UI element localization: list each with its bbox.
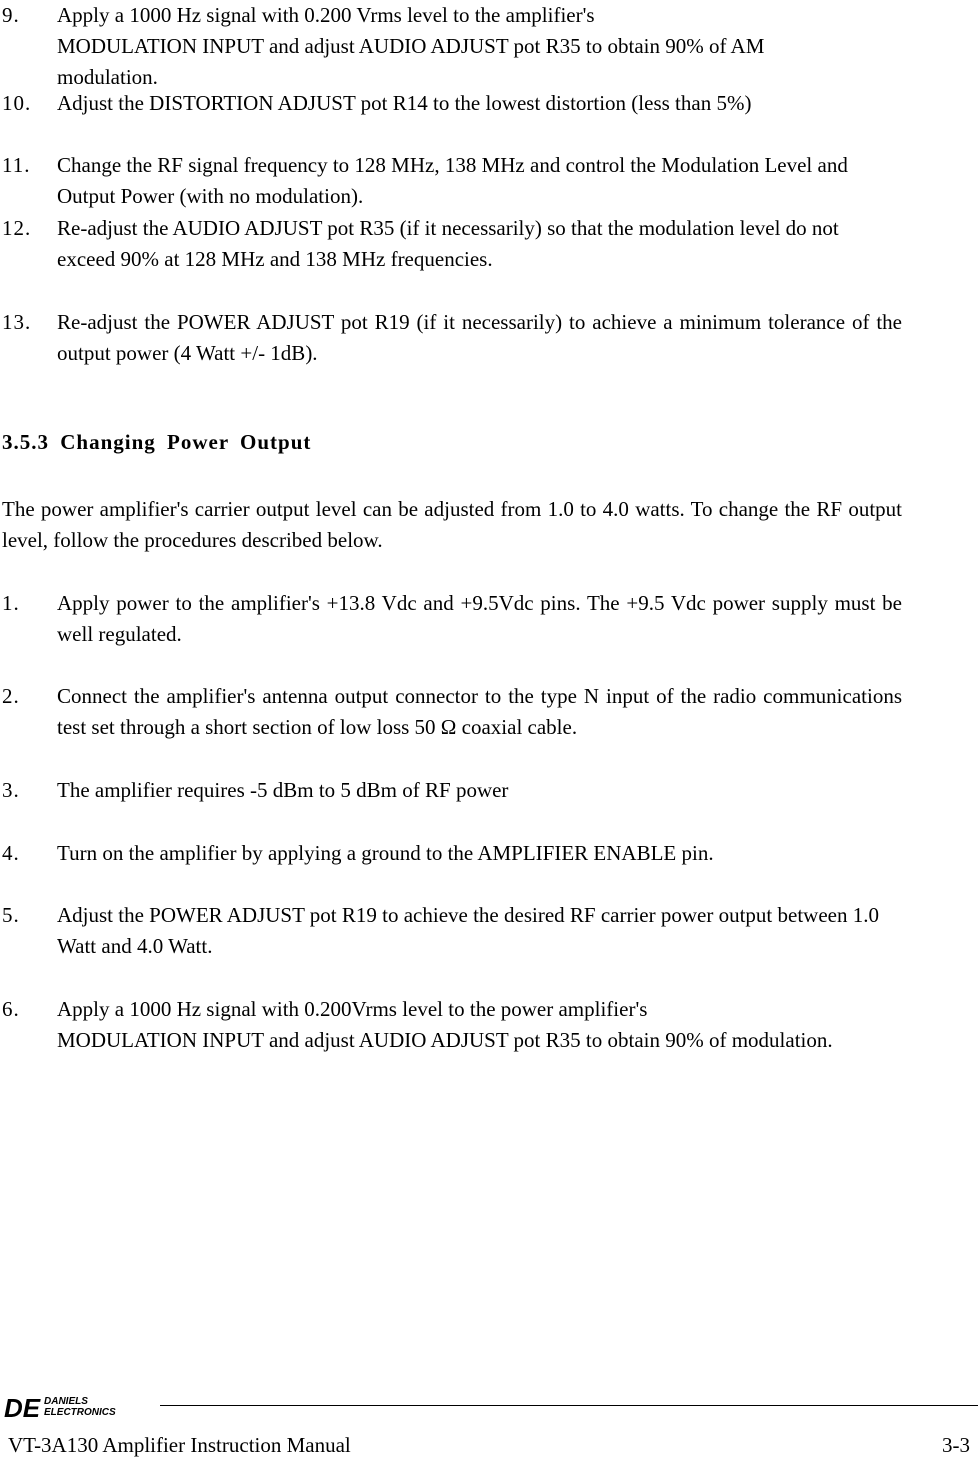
step-number: 6. (2, 997, 20, 1021)
logo-line-1: DANIELS (44, 1396, 88, 1407)
step-text (57, 0, 902, 93)
logo-company-name (44, 1396, 116, 1418)
step-text: The amplifier requires -5 dBm to 5 dBm of RF power (57, 778, 509, 802)
step-number: 2. (2, 684, 20, 708)
step-number: 9. (2, 3, 20, 27)
footer-page-number: 3-3 (942, 1433, 970, 1457)
step-number: 11. (2, 153, 31, 177)
step-text: Re-adjust the POWER ADJUST pot R19 (if it necessarily) to achieve a minimum tolerance of the output power (4 Watt +/- 1dB). (57, 310, 902, 365)
step-number: 13. (2, 310, 32, 334)
step-text-line: MODULATION INPUT and adjust AUDIO ADJUST pot R35 to obtain 90% of modulation. (57, 1028, 833, 1052)
step-text: Adjust the DISTORTION ADJUST pot R14 to the lowest distortion (less than 5%) (57, 91, 752, 115)
step-text: Turn on the amplifier by applying a ground to the AMPLIFIER ENABLE pin. (57, 841, 714, 865)
step-text-line: MODULATION INPUT and adjust AUDIO ADJUST pot R35 to obtain 90% of AM (57, 34, 765, 58)
footer-divider (160, 1405, 978, 1406)
step-number: 12. (2, 216, 32, 240)
daniels-electronics-logo (4, 1393, 144, 1427)
section-intro-paragraph: The power amplifier's carrier output level can be adjusted from 1.0 to 4.0 watts. To change the RF output level, follow the procedures described below. (2, 497, 902, 552)
step-number: 10. (2, 91, 32, 115)
step-text: Connect the amplifier's antenna output connector to the type N input of the radio communications test set through a short section of low loss 50 Ω coaxial cable. (57, 684, 902, 739)
step-number: 1. (2, 591, 20, 615)
step-text-line: Apply a 1000 Hz signal with 0.200 Vrms level to the amplifier's (57, 3, 595, 27)
step-text: Change the RF signal frequency to 128 MHz, 138 MHz and control the Modulation Level and Output Power (with no modulation). (57, 153, 848, 208)
logo-mark: DE (4, 1393, 41, 1423)
section-heading: 3.5.3 Changing Power Output (2, 430, 312, 454)
step-text: Re-adjust the AUDIO ADJUST pot R35 (if it necessarily) so that the modulation level do not exceed 90% at 128 MHz and 138 MHz frequencies. (57, 216, 839, 271)
step-text (57, 994, 972, 1056)
step-text-line: modulation. (57, 65, 158, 89)
step-text: Apply power to the amplifier's +13.8 Vdc and +9.5Vdc pins. The +9.5 Vdc power supply must be well regulated. (57, 591, 902, 646)
step-number: 4. (2, 841, 20, 865)
step-number: 3. (2, 778, 20, 802)
logo-line-2: ELECTRONICS (44, 1407, 116, 1418)
step-number: 5. (2, 903, 20, 927)
step-text: Adjust the POWER ADJUST pot R19 to achieve the desired RF carrier power output between 1.0 Watt and 4.0 Watt. (57, 903, 879, 958)
footer-manual-title: VT-3A130 Amplifier Instruction Manual (8, 1433, 351, 1457)
step-text-line: Apply a 1000 Hz signal with 0.200Vrms level to the power amplifier's (57, 997, 648, 1021)
